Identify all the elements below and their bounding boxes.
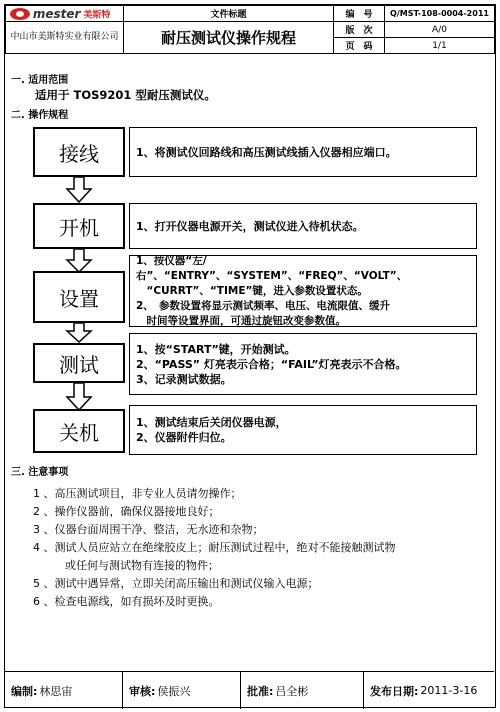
list-item: 2 、操作仪器前，确保仪器接地良好； — [33, 505, 220, 518]
reviewer-label: 审核: — [129, 684, 156, 698]
down-arrow-icon — [65, 249, 93, 273]
step-line: 1、按“START”键，开始测试。 — [136, 342, 296, 356]
step-line: 2、仪器附件归位。 — [136, 431, 232, 444]
approver-name: 吕全彬 — [275, 684, 309, 698]
header-table — [5, 5, 495, 54]
list-item: 6 、检查电源线，如有损坏及时更换。 — [33, 595, 220, 608]
editor-label: 编制: — [11, 684, 38, 698]
signature-footer — [5, 671, 494, 709]
step-box-power-on: 开机 — [33, 203, 125, 249]
logo-cn: 美斯特 — [83, 10, 111, 20]
version-value: A/0 — [385, 22, 495, 38]
reviewer-cell — [123, 672, 241, 709]
date-label: 发布日期: — [370, 684, 419, 698]
doc-title-label: 文件标题 — [124, 6, 334, 22]
section1-heading: 一. 适用范围 — [11, 75, 69, 86]
list-item-continuation: 或任何与测试物有连接的物件； — [65, 559, 219, 572]
step-box-test: 测试 — [33, 343, 125, 383]
step-line: “CURRT”、“TIME”键，进入参数设置状态。 — [136, 284, 368, 297]
step-line: 1、将测试仪回路线和高压测试线插入仪器相应端口。 — [136, 145, 397, 159]
editor-name: 林思宙 — [39, 684, 73, 698]
document-page — [4, 4, 496, 708]
step-line: 2、 参数设置将显示测试频率、电压、电流限值、缓升 — [136, 299, 391, 312]
down-arrow-icon — [65, 323, 93, 343]
publish-date: 2011-3-16 — [420, 684, 478, 697]
step-desc-wiring — [129, 127, 477, 177]
list-item: 3 、仪器台面周围干净、整洁，无水迹和杂物； — [33, 523, 264, 536]
approver-label: 批准: — [247, 684, 274, 698]
step-desc-setup — [129, 255, 477, 327]
reviewer-name: 侯振兴 — [157, 684, 191, 698]
date-cell — [364, 672, 494, 709]
step-desc-test — [129, 333, 477, 395]
number-value: Q/MST-108-0004-2011 — [385, 6, 495, 22]
brand-logo-icon — [10, 8, 30, 20]
step-box-power-off: 关机 — [33, 409, 125, 453]
step-line: 1、按仪器“左/右”、“ENTRY”、“SYSTEM”、“FREQ”、“VOLT”、 — [136, 254, 408, 282]
logo-text: mester — [32, 6, 81, 21]
editor-cell — [5, 672, 123, 709]
notes-list — [33, 485, 491, 611]
step-box-setup: 设置 — [33, 271, 125, 323]
page-title: 耐压测试仪操作规程 — [124, 22, 334, 54]
approver-cell — [241, 672, 364, 709]
list-item: 1 、高压测试项目，非专业人员请勿操作； — [33, 487, 242, 500]
list-item: 5 、测试中遇异常，立即关闭高压输出和测试仪输入电源； — [33, 577, 319, 590]
step-box-wiring: 接线 — [33, 127, 125, 177]
version-label: 版 次 — [334, 22, 385, 38]
step-line: 时间等设置界面，可通过旋钮改变参数值。 — [136, 314, 346, 327]
down-arrow-icon — [65, 177, 93, 203]
section2-heading: 二. 操作规程 — [11, 110, 69, 121]
company-name: 中山市美斯特实业有限公司 — [6, 22, 124, 54]
scope-text: 适用于 TOS9201 型耐压测试仪。 — [35, 88, 216, 102]
step-desc-power-on — [129, 203, 477, 249]
down-arrow-icon — [65, 383, 93, 411]
step-line: 1、打开仪器电源开关，测试仪进入待机状态。 — [136, 219, 364, 233]
step-line: 2、“PASS” 灯亮表示合格；“FAIL”灯亮表示不合格。 — [136, 357, 407, 371]
number-label: 编 号 — [334, 6, 385, 22]
step-line: 1、测试结束后关闭仪器电源， — [136, 416, 287, 429]
page-value: 1/1 — [385, 38, 495, 54]
step-desc-power-off — [129, 405, 477, 455]
section3-heading: 三. 注意事项 — [11, 467, 69, 478]
step-line: 3、记录测试数据。 — [136, 372, 232, 386]
list-item: 4 、测试人员应站立在绝缘胶皮上；耐压测试过程中，绝对不能接触测试物 — [33, 541, 396, 554]
page-label: 页 码 — [334, 38, 385, 54]
logo — [6, 6, 124, 22]
